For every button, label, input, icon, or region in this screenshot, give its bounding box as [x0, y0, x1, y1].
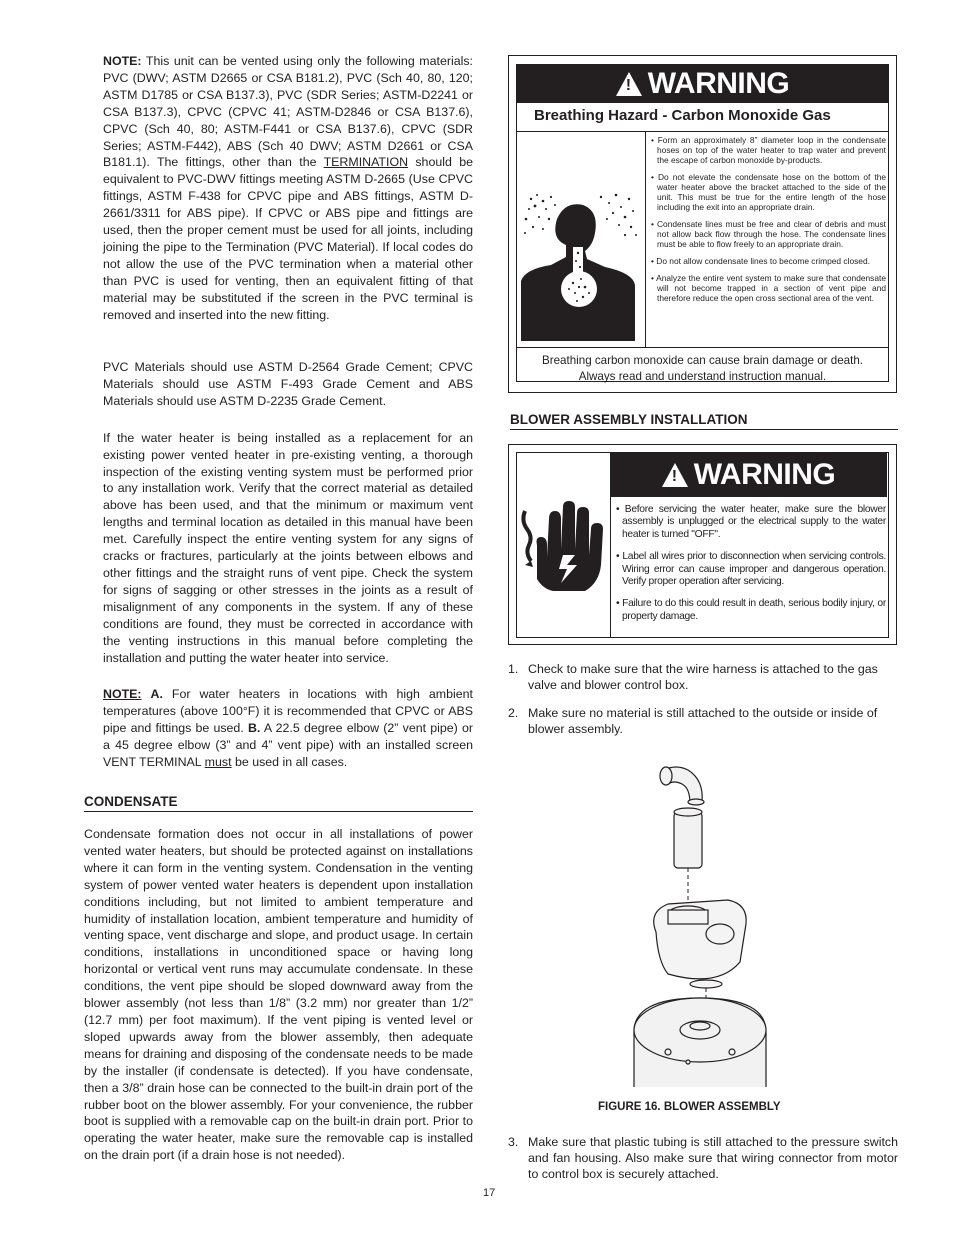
warning1-bullets [649, 135, 886, 310]
list-item: • Before servicing the water heater, make sure the blower assembly is unplugged or the electrical supply to the water heater is turned "OFF". [616, 504, 886, 540]
list-item: • Do not allow condensate lines to become crimped closed. [651, 256, 870, 266]
left-column [103, 53, 473, 771]
warning2-header [610, 453, 887, 497]
warning2-bullets [614, 504, 886, 633]
co-warning-box [508, 55, 897, 393]
electrical-shock-hand-icon [519, 499, 607, 595]
list-item: • Do not elevate the condensate hose on the bottom of the water heater above the bracket attached to the side of the unit. This must be true for the entire length of the hose including the exit into an appropriate drain. [651, 172, 887, 212]
step-text: Check to make sure that the wire harness is attached to the gas valve and blower control box. [528, 662, 878, 692]
note-label: NOTE: [103, 54, 142, 68]
step-1 [508, 661, 898, 693]
list-item: • Condensate lines must be free and clear of debris and must not allow back flow through the hose. The condensate lines must be able to flow freely to an appropriate drain. [651, 219, 886, 249]
warning-subtitle: Breathing Hazard - Carbon Monoxide Gas [534, 107, 831, 124]
note-text-continued: should be equivalent to PVC-DWV fittings meeting ASTM D-2665 (Use CPVC fittings, ASTM F-438 for CPVC pipe and ABS fittings, ASTM D-2661/3311 for ABS pipe). If CPVC or ABS pipe and fittings are used, then the proper cement must be used for all joints, including joining the pipe to the Termination (PVC Material). If local codes do not allow the use of the PVC termination when a material other than PVC is used for venting, then an equivalent fitting of that material may be substituted if the screen in the PVC terminal is removed and inserted into the new fitting. [103, 155, 473, 322]
step-number: 1. [508, 662, 519, 676]
step-3 [508, 1134, 898, 1182]
note-paragraph [103, 53, 473, 339]
note2-b: B. [247, 721, 261, 736]
warning-header [517, 65, 888, 103]
blower-assembly-figure [628, 762, 778, 1087]
note2-must: must [204, 755, 232, 770]
note2-text-b: A 22.5 degree elbow (2” vent pipe) or a 45 degree elbow (3” and 4” vent pipe) with an installed screen VENT TERMINAL [103, 721, 473, 770]
warning-triangle-icon: ! [616, 72, 642, 96]
electrical-warning-box [508, 444, 897, 645]
note-text: This unit can be vented using only the following materials: PVC (DWV; ASTM D2665 or CSA B181.2), PVC (Sch 40, 80, 120; ASTM D1785 or CSA B137.3), PVC (SDR Series; ASTM-D2241 or CSA B137.3), CPVC (CPVC 41; ASTM-D2846 or CSA B137.6), CPVC (Sch 40, 80; ASTM-F441 or CSA B137.6), CPVC (SDR Series; ASTM-F442), ABS (Sch 40 DWV; ASTM D2661 or CSA B181.1). The fittings, other than the [103, 54, 473, 170]
condensate-paragraph: Condensate formation does not occur in all installations of power vented water heaters, but should be protected against on installations where it can form in the venting system. Condensation in the venting system of power vented water heaters is dependent upon installation conditions including, but not limited to ambient temperature and humidity of installation location, ambient temperature and humidity of venting space, vent discharge and slope, and product usage. In certain conditions, installations in unconditioned space or having long horizontal or vertical vent runs may accumulate condensate. In these conditions, the vent pipe should be sloped downward away from the blower assembly (not less than 1/8” (3.2 mm) nor greater than 1/2” (12.7 mm) per foot maximum). If the vent piping is vented level or sloped upwards away from the blower assembly, then adequate means for draining and disposing of the condensate needs to be made by the installer (if condensate is detected). If you have condensate, then a 3/8” drain hose can be connected to the built-in drain port of the rubber boot on the blower assembly. For your convenience, the rubber boot is supplied with a removable cap on the built-in drain port. Prior to operating the water heater, make sure the removable cap is installed on the drain port (if a drain hose is not needed). [84, 827, 473, 1163]
footer-line-1: Breathing carbon monoxide can cause brain damage or death. [542, 354, 863, 367]
termination-word: TERMINATION [323, 155, 409, 170]
step-number: 2. [508, 706, 519, 720]
note2-a: A. [150, 687, 163, 702]
figure-caption: FIGURE 16. BLOWER ASSEMBLY [598, 1101, 781, 1113]
warning1-footer [517, 353, 888, 385]
list-item: • Label all wires prior to disconnection when servicing controls. Wiring error can cause improper and dangerous operation. Verify proper operation after servicing. [616, 551, 886, 588]
step-number: 3. [508, 1135, 519, 1149]
footer-line-2: Always read and understand instruction manual. [578, 370, 827, 383]
list-item: • Analyze the entire vent system to make sure that condensate will not become trapped in a section of vent pipe and therefore reduce the open cross sectional area of the vent. [651, 273, 887, 303]
note2-text-c: be used in all cases. [231, 755, 348, 770]
replacement-paragraph: If the water heater is being installed as a replacement for an existing power vented heater in pre-existing venting, a thorough inspection of the existing venting system must be performed prior to any installation work. Verify that the correct material as detailed above has been used, and that the minimum or maximum vent lengths and terminal location as detailed in this manual have been met. Carefully inspect the entire venting system for any signs of cracks or fractures, particularly at the joints between elbows and other fittings and the straight runs of vent pipe. Check the system for signs of sagging or other stresses in the joints as a result of misalignment of any components in the system. If any of these conditions are found, they must be corrected in accordance with the venting instructions in this manual before completing the installation and putting the water heater into service. [103, 430, 473, 665]
list-item: • Form an approximately 8” diameter loop in the condensate hoses on top of the water heater to trap water and prevent the escape of carbon monoxide by-products. [651, 135, 886, 165]
note2-paragraph [103, 686, 473, 771]
step-2 [508, 705, 898, 737]
warning-triangle-icon: ! [662, 463, 688, 487]
page-number: 17 [483, 1187, 496, 1199]
breathing-hazard-icon [521, 189, 641, 341]
warning-title: WARNING [647, 67, 790, 100]
list-item: • Failure to do this could result in death, serious bodily injury, or property damage. [616, 598, 886, 622]
cement-paragraph: PVC Materials should use ASTM D-2564 Grade Cement; CPVC Materials should use ASTM F-493 Grade Cement and ABS Materials should use ASTM D-2235 Grade Cement. [103, 360, 473, 408]
step-text: Make sure no material is still attached to the outside or inside of blower assembly. [528, 706, 878, 736]
blower-heading: BLOWER ASSEMBLY INSTALLATION [510, 412, 898, 430]
note2-label: NOTE: [103, 687, 142, 702]
condensate-heading: CONDENSATE [84, 794, 473, 812]
note2-text-a: For water heaters in locations with high ambient temperatures (above 100°F) it is recommended that CPVC or ABS pipe and fittings be used. [103, 687, 474, 736]
warning2-title: WARNING [693, 458, 836, 491]
step-text: Make sure that plastic tubing is still attached to the pressure switch and fan housing. Also make sure that wiring connector from motor to control box is securely attached. [528, 1135, 898, 1181]
